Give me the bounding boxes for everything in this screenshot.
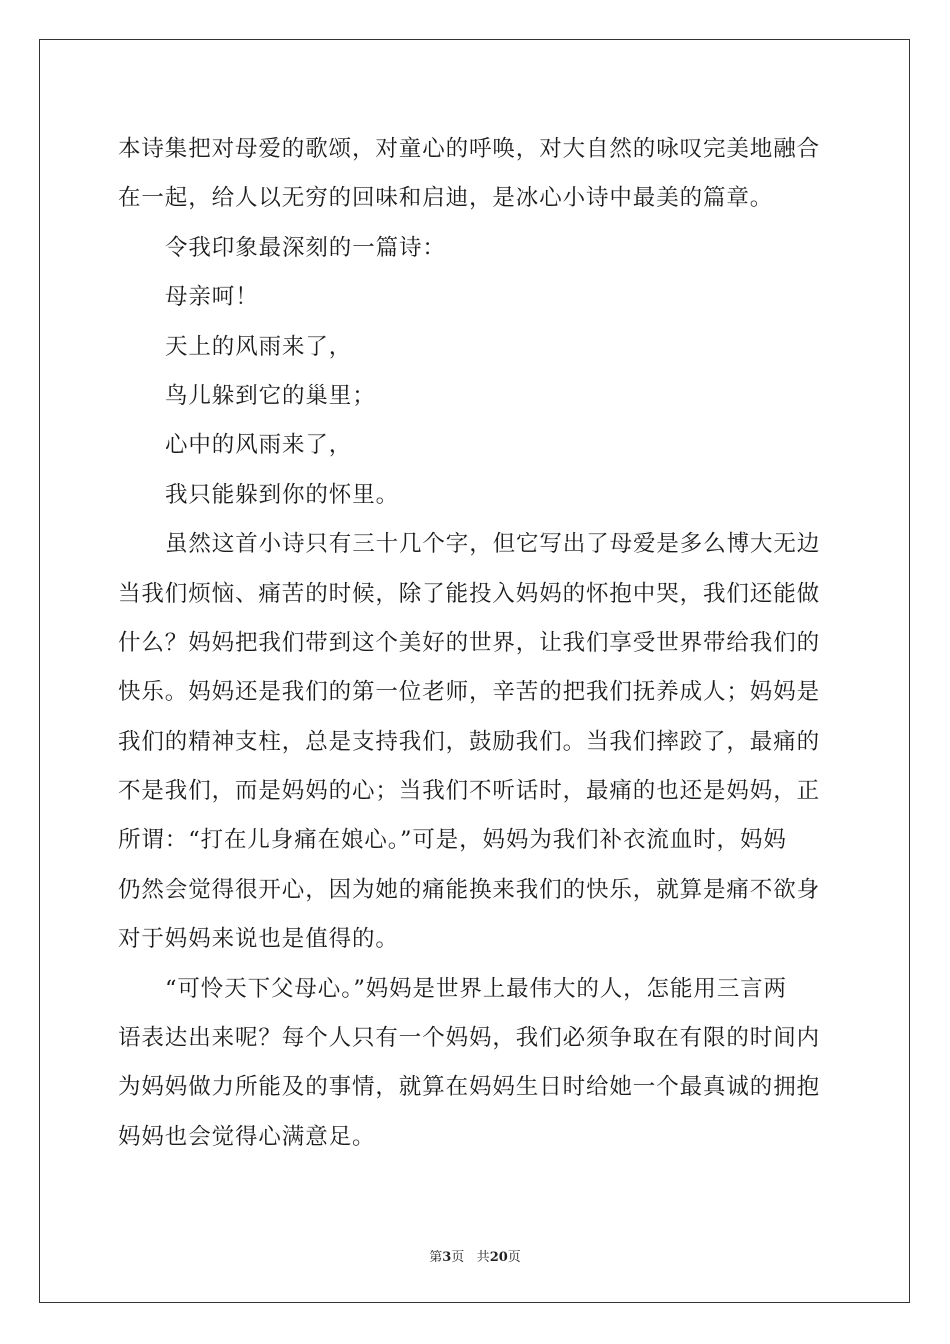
page-suffix: 页 — [451, 1250, 465, 1265]
text-line: 对于妈妈来说也是值得的。 — [118, 926, 399, 953]
text-line: 令我印象最深刻的一篇诗： — [165, 234, 446, 261]
total-prefix: 共 — [476, 1250, 490, 1265]
poem-line: 天上的风雨来了， — [165, 333, 353, 360]
total-suffix: 页 — [507, 1250, 521, 1265]
text-line: 什么？妈妈把我们带到这个美好的世界，让我们享受世界带给我们的 — [118, 629, 821, 656]
text-line: 仍然会觉得很开心，因为她的痛能换来我们的快乐，就算是痛不欲身 — [118, 876, 821, 903]
text-line: 不是我们，而是妈妈的心；当我们不听话时，最痛的也还是妈妈，正 — [118, 778, 821, 805]
poem-line: 心中的风雨来了， — [165, 432, 353, 459]
poem-line: 鸟儿躲到它的巢里； — [165, 382, 376, 409]
text-line: 在一起，给人以无穷的回味和启迪，是冰心小诗中最美的篇章。 — [118, 185, 774, 212]
text-line: “可怜天下父母心。”妈妈是世界上最伟大的人，怎能用三言两 — [165, 975, 787, 1002]
text-line: 妈妈也会觉得心满意足。 — [118, 1123, 376, 1150]
total-pages: 20 — [489, 1250, 508, 1265]
text-line: 当我们烦恼、痛苦的时候，除了能投入妈妈的怀抱中哭，我们还能做 — [118, 580, 821, 607]
text-line: 虽然这首小诗只有三十几个字，但它写出了母爱是多么博大无边 — [165, 531, 821, 558]
text-line: 所谓：“打在儿身痛在娘心。”可是，妈妈为我们补衣流血时，妈妈 — [118, 827, 787, 854]
text-line: 本诗集把对母爱的歌颂，对童心的呼唤，对大自然的咏叹完美地融合 — [118, 136, 821, 162]
text-line: 我们的精神支柱，总是支持我们，鼓励我们。当我们摔跤了，最痛的 — [118, 728, 821, 755]
page-prefix: 第 — [429, 1250, 443, 1265]
page-number: 3 — [442, 1250, 452, 1265]
text-line: 为妈妈做力所能及的事情，就算在妈妈生日时给她一个最真诚的拥抱 — [118, 1074, 821, 1101]
text-line: 快乐。妈妈还是我们的第一位老师，辛苦的把我们抚养成人；妈妈是 — [118, 679, 821, 706]
poem-line: 我只能躲到你的怀里。 — [165, 481, 400, 508]
poem-line: 母亲呵！ — [165, 284, 259, 311]
document-body — [118, 125, 838, 1162]
text-line: 语表达出来呢？每个人只有一个妈妈，我们必须争取在有限的时间内 — [118, 1025, 821, 1052]
page-footer — [0, 1246, 950, 1265]
